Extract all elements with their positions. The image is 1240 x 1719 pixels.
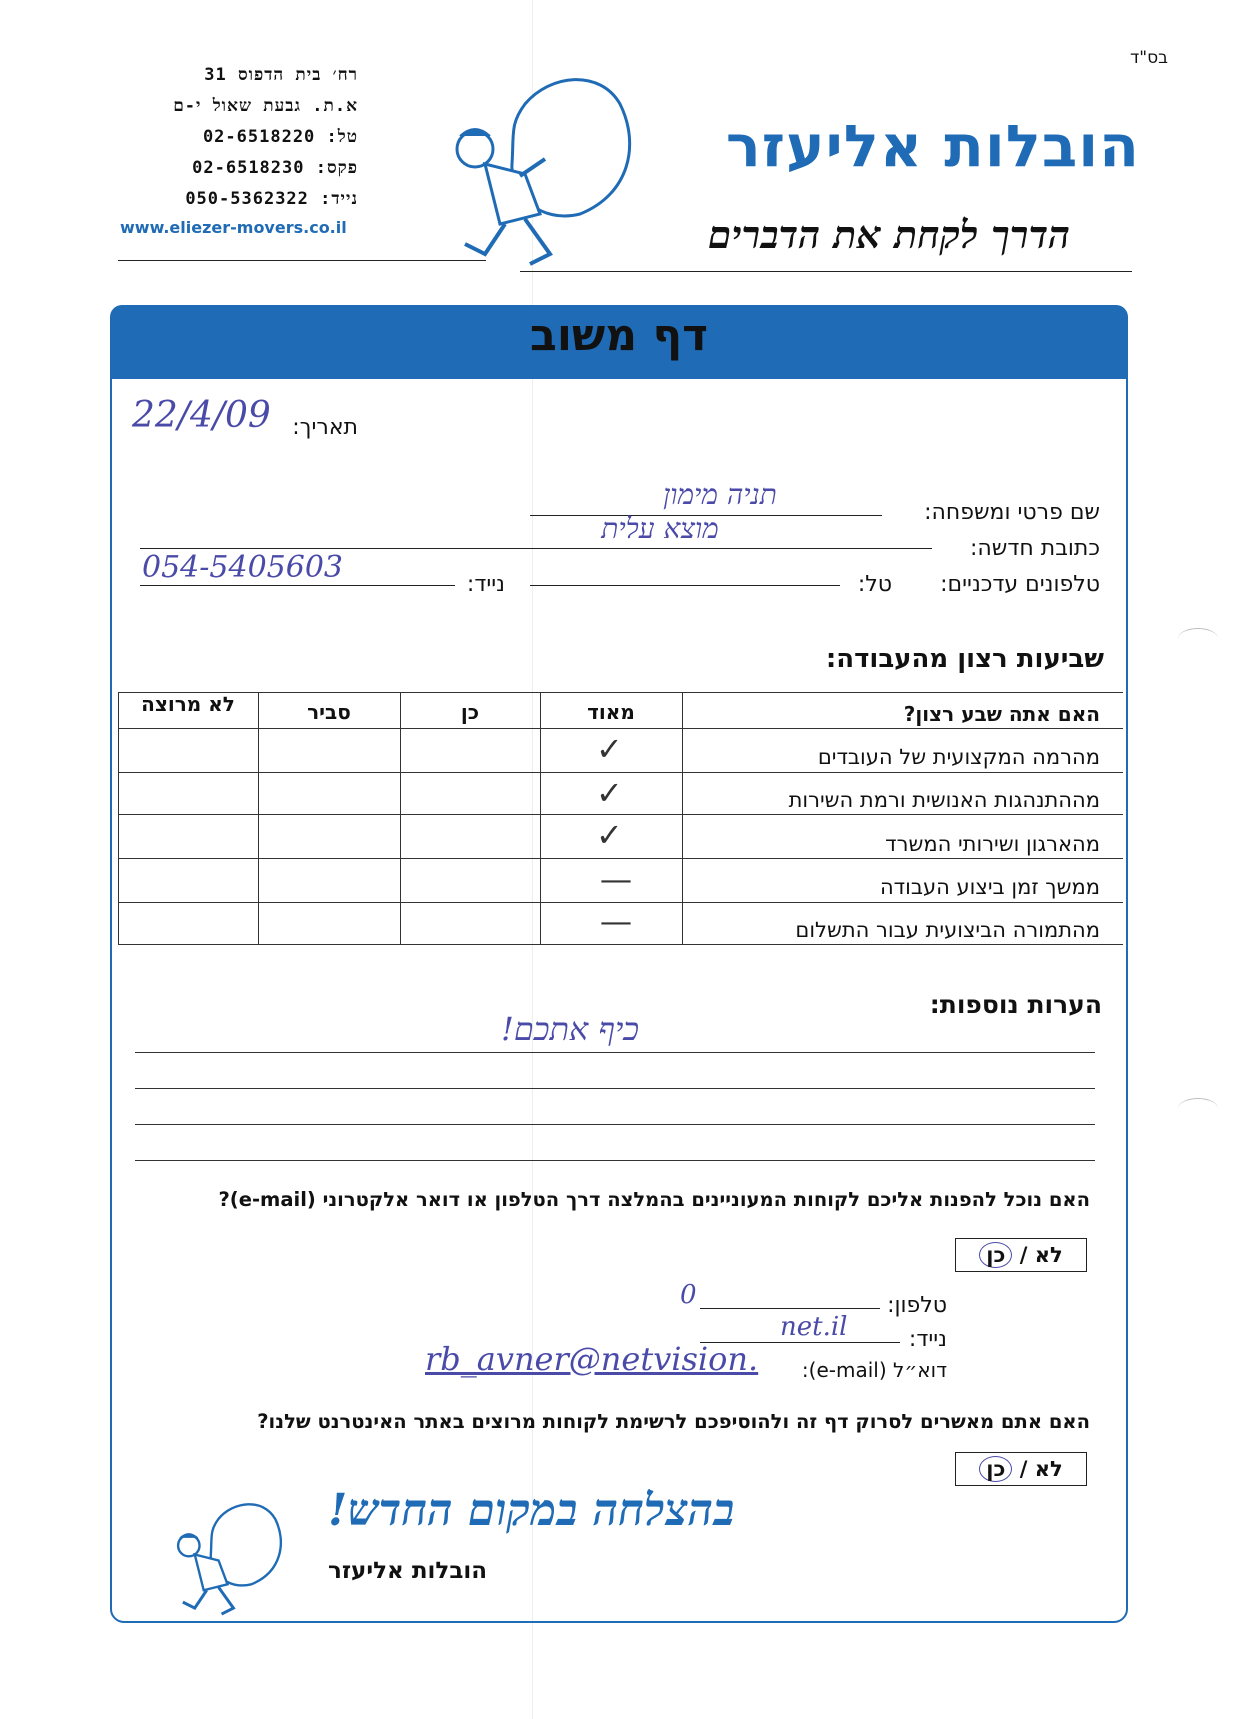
mobile-value[interactable]: 054-5405603 xyxy=(142,550,344,585)
table-row-label: מהארגון ושירותי המשרד xyxy=(885,832,1100,856)
table-row-mark[interactable]: ✓ xyxy=(596,774,623,812)
table-header-yes: כן xyxy=(460,700,480,724)
phones-label: טלפונים עדכניים: xyxy=(940,572,1100,597)
bsd-mark: בס"ד xyxy=(1130,48,1168,68)
ref-phone-value[interactable]: 0 xyxy=(680,1280,697,1310)
form-title: דף משוב xyxy=(529,310,709,361)
mobile-label: נייד: xyxy=(466,572,505,597)
phone-label: טל: xyxy=(857,572,892,597)
ref-phone-line xyxy=(700,1308,880,1309)
no-option[interactable]: לא xyxy=(1034,1457,1063,1481)
address-label: כתובת חדשה: xyxy=(969,536,1100,561)
ref-email-value[interactable]: rb_avner@netvision. xyxy=(425,1340,759,1378)
header-divider-left xyxy=(118,260,486,261)
closing-signature: הובלות אליעזר xyxy=(328,1558,488,1584)
contact-address: רח׳ בית הדפוס 31 xyxy=(204,65,358,85)
contact-permission-choice[interactable]: לא / כן xyxy=(955,1238,1087,1272)
table-row-label: מהתמורה הביצועית עבור התשלום xyxy=(795,918,1100,942)
contact-area: א.ת. גבעת שאול י-ם xyxy=(173,96,358,116)
website-permission-choice[interactable]: לא / כן xyxy=(955,1452,1087,1486)
ref-phone-label: טלפון: xyxy=(887,1293,947,1318)
date-value[interactable]: 22/4/09 xyxy=(132,395,271,436)
ref-mobile-label: נייד: xyxy=(908,1327,947,1352)
comments-label: הערות נוספות: xyxy=(929,990,1102,1019)
table-row-mark[interactable]: — xyxy=(600,860,632,898)
name-value[interactable]: תניה מימון xyxy=(663,478,777,511)
header-divider-right xyxy=(520,271,1132,272)
comments-line xyxy=(135,1160,1095,1161)
name-label: שם פרטי ומשפחה: xyxy=(924,500,1100,525)
mover-mascot-icon xyxy=(430,64,650,274)
phone-line xyxy=(530,585,840,586)
no-option[interactable]: לא xyxy=(1034,1243,1063,1267)
margin-hole-mark xyxy=(1178,628,1218,649)
table-row-label: מההתנהגות האנושית ורמת השירות xyxy=(788,788,1100,812)
comments-value[interactable]: כיף אתכם! xyxy=(501,1010,639,1048)
website-link[interactable]: www.eliezer-movers.co.il xyxy=(120,218,347,237)
company-name: הובלות אליעזר xyxy=(725,112,1140,180)
table-row-mark[interactable]: — xyxy=(600,902,632,940)
address-line xyxy=(140,548,932,549)
address-value[interactable]: מוצא עלית xyxy=(601,512,719,545)
website-permission-question: האם אתם מאשרים לסרוק דף זה ולהוסיפכם לרשימת לקוחות מרוצים באתר האינטרנט שלנו? xyxy=(257,1410,1090,1433)
comments-line xyxy=(135,1124,1095,1125)
ref-email-label: דוא״ל (e-mail): xyxy=(801,1358,947,1382)
closing-wish: בהצלחה במקום החדש! xyxy=(328,1485,735,1536)
table-row-label: ממשך זמן ביצוע העבודה xyxy=(879,875,1100,899)
contact-permission-question: האם נוכל להפנות אליכם לקוחות המעוניינים בהמלצה דרך הטלפון או דואר אלקטרוני (e-mail)? xyxy=(218,1188,1090,1211)
contact-phone: טל: 02-6518220 xyxy=(202,127,358,147)
contact-block xyxy=(120,60,358,215)
ref-mobile-value[interactable]: net.il xyxy=(780,1312,848,1342)
yes-option-selected[interactable]: כן xyxy=(979,1456,1012,1482)
contact-mobile: נייד: 050-5362322 xyxy=(185,189,358,209)
date-label: תאריך: xyxy=(292,415,358,440)
yes-option-selected[interactable]: כן xyxy=(979,1242,1012,1268)
satisfaction-title: שביעות רצון מהעבודה: xyxy=(825,644,1104,674)
table-row-mark[interactable]: ✓ xyxy=(596,730,623,768)
table-row-label: מהרמה המקצועית של העובדים xyxy=(817,745,1100,769)
company-slogan: הדרך לקחת את הדברים xyxy=(707,212,1070,257)
comments-line xyxy=(135,1088,1095,1089)
mobile-line xyxy=(140,585,455,586)
mover-mascot-small-icon xyxy=(160,1495,295,1620)
margin-hole-mark xyxy=(1178,1098,1218,1119)
table-header-unsatisfied: לא מרוצה xyxy=(141,692,235,716)
table-header-very: מאוד xyxy=(587,700,635,724)
table-row-mark[interactable]: ✓ xyxy=(596,816,623,854)
comments-line xyxy=(135,1052,1095,1053)
contact-fax: פקס: 02-6518230 xyxy=(192,158,358,178)
table-header-reasonable: סביר xyxy=(307,700,351,724)
table-header-question: האם אתה שבע רצון? xyxy=(903,702,1100,726)
